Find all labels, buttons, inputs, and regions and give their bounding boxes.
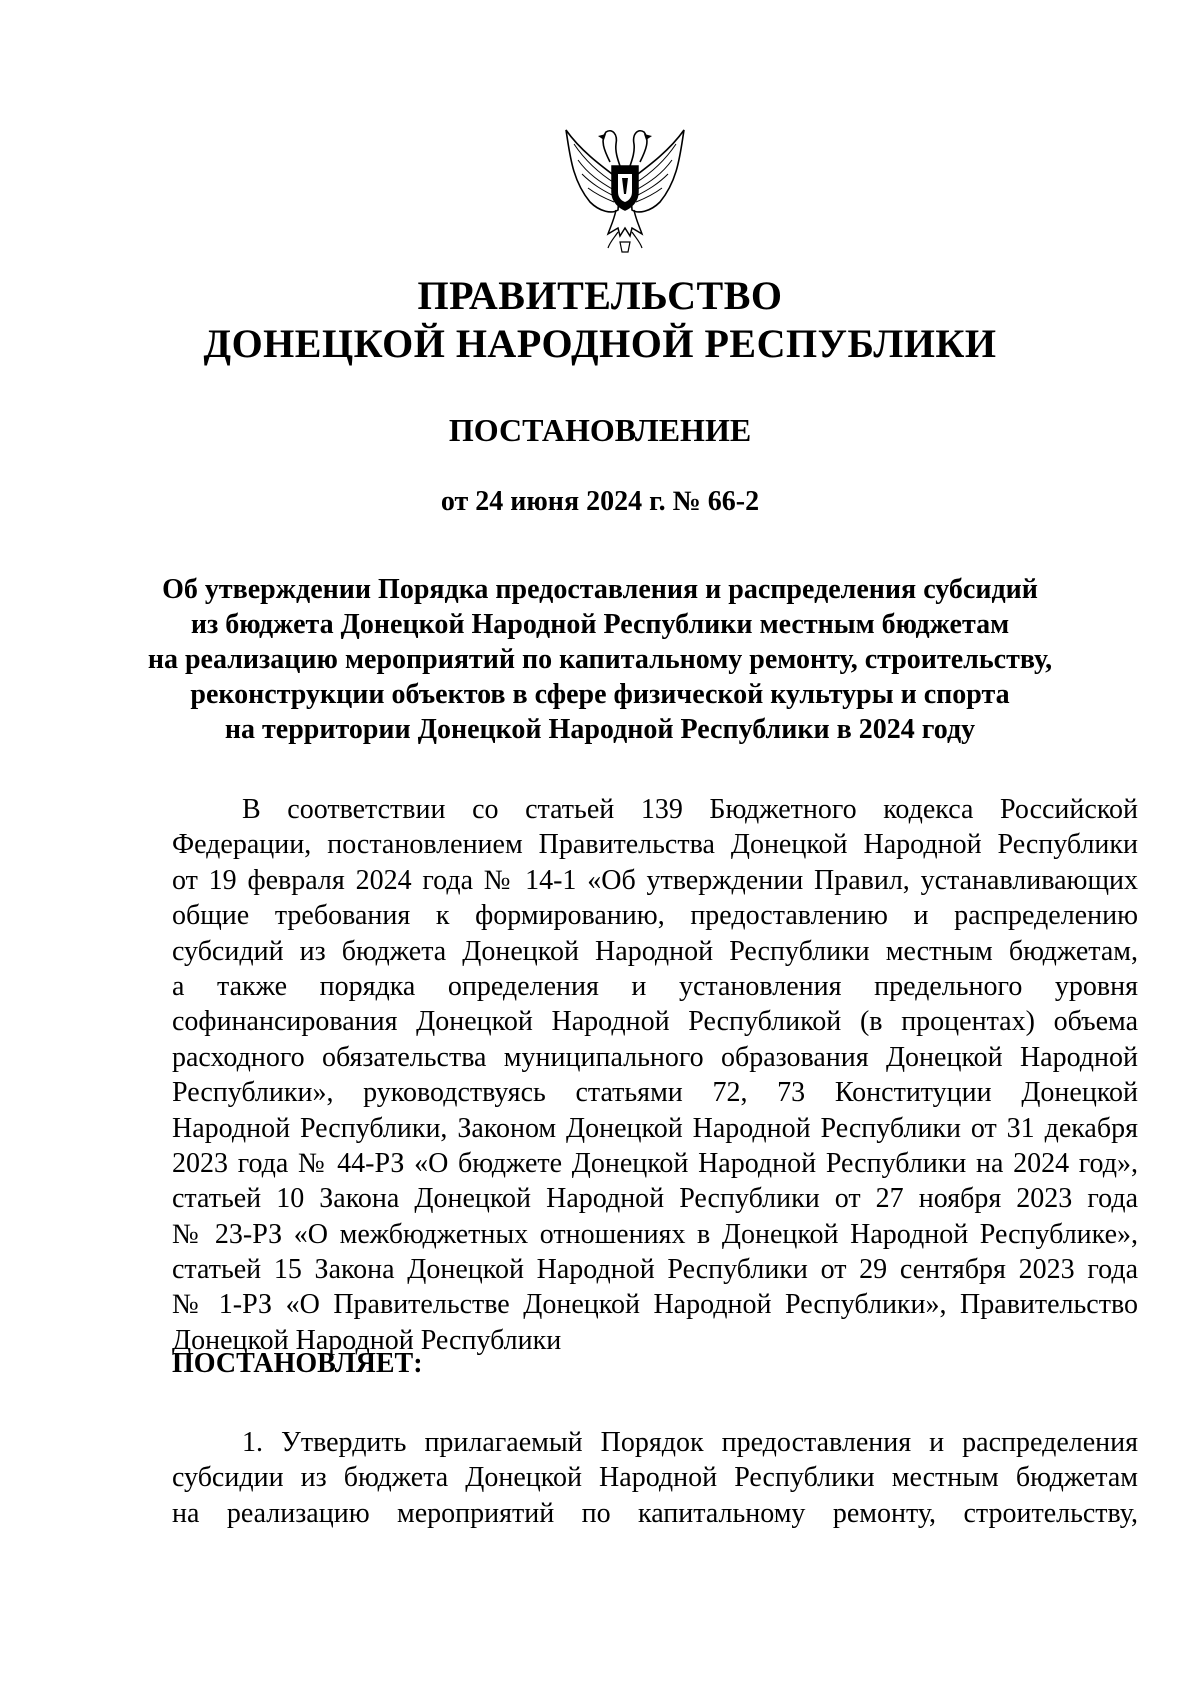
- subject-line: на территории Донецкой Народной Республики в 2024 году: [224, 714, 976, 745]
- preamble-line: № 23-РЗ «О межбюджетных отношениях в Донецкой Народной Республике»,: [172, 1218, 1138, 1250]
- subject-line: на реализацию мероприятий по капитальному ремонту, строительству,: [147, 644, 1053, 675]
- preamble-line: Донецкой Народной Республики: [172, 1324, 562, 1356]
- document-date-number: от 24 июня 2024 г. № 66-2: [440, 486, 760, 517]
- document-subject: [0, 572, 1200, 747]
- item-line: 1. Утвердить прилагаемый Порядок предоставления и распределения: [242, 1427, 1138, 1458]
- preamble-line: Народной Республики, Законом Донецкой Народной Республики от 31 декабря: [172, 1112, 1138, 1144]
- item-line: субсидии из бюджета Донецкой Народной Республики местным бюджетам: [172, 1462, 1138, 1494]
- government-title-line2: ДОНЕЦКОЙ НАРОДНОЙ РЕСПУБЛИКИ: [203, 321, 997, 366]
- government-title-line1: ПРАВИТЕЛЬСТВО: [417, 273, 783, 318]
- preamble-line: № 1-РЗ «О Правительстве Донецкой Народной Республики», Правительство: [172, 1289, 1138, 1321]
- preamble-paragraph: [172, 792, 1138, 1358]
- coat-of-arms-emblem: [560, 110, 690, 260]
- preamble-line: субсидий из бюджета Донецкой Народной Республики местным бюджетам,: [172, 935, 1138, 967]
- document-type: ПОСТАНОВЛЕНИЕ: [448, 412, 752, 448]
- item-1-paragraph: [172, 1425, 1138, 1531]
- preamble-line: 2023 года № 44-РЗ «О бюджете Донецкой Народной Республики на 2024 год»,: [172, 1147, 1138, 1179]
- preamble-line: софинансирования Донецкой Народной Республикой (в процентах) объема: [172, 1006, 1138, 1038]
- preamble-line: расходного обязательства муниципального образования Донецкой Народной: [172, 1041, 1138, 1073]
- preamble-line: от 19 февраля 2024 года № 14-1 «Об утверждении Правил, устанавливающих: [172, 864, 1138, 896]
- preamble-line: В соответствии со статьей 139 Бюджетного кодекса Российской: [242, 794, 1138, 825]
- subject-line: из бюджета Донецкой Народной Республики местным бюджетам: [190, 609, 1010, 640]
- preamble-line: статьей 15 Закона Донецкой Народной Республики от 29 сентября 2023 года: [172, 1254, 1138, 1286]
- decree-word: ПОСТАНОВЛЯЕТ:: [172, 1348, 423, 1379]
- preamble-line: Федерации, постановлением Правительства Донецкой Народной Республики: [172, 829, 1138, 861]
- preamble-line: общие требования к формированию, предоставлению и распределению: [172, 900, 1138, 932]
- item-line: на реализацию мероприятий по капитальному ремонту, строительству,: [172, 1497, 1138, 1529]
- preamble-line: Республики», руководствуясь статьями 72, 73 Конституции Донецкой: [172, 1077, 1138, 1109]
- subject-line: реконструкции объектов в сфере физической культуры и спорта: [190, 679, 1010, 710]
- preamble-line: а также порядка определения и установления предельного уровня: [172, 970, 1138, 1002]
- preamble-line: статьей 10 Закона Донецкой Народной Республики от 27 ноября 2023 года: [172, 1183, 1138, 1215]
- subject-line: Об утверждении Порядка предоставления и распределения субсидий: [162, 574, 1038, 605]
